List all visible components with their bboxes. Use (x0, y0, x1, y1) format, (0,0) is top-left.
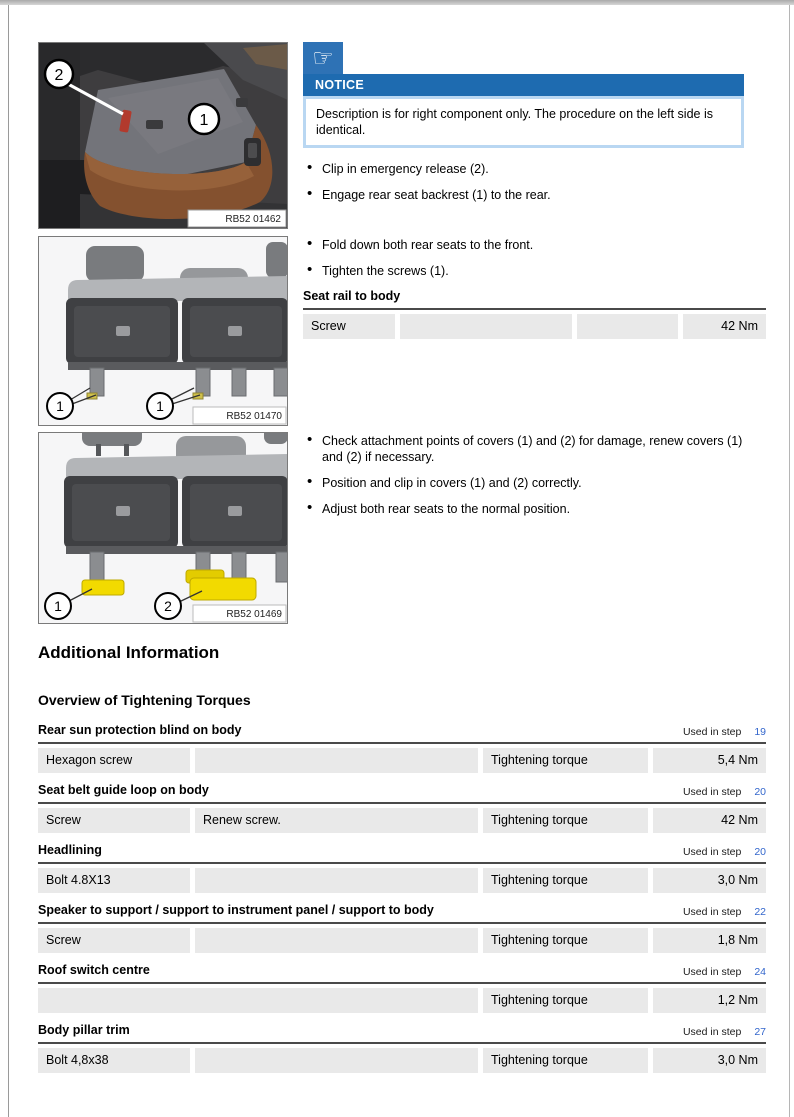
callout-1 (45, 593, 71, 619)
figure-label-text: RB52 01470 (226, 411, 282, 422)
callout-1-number: 1 (199, 112, 209, 129)
figure-seat-screws (38, 236, 288, 426)
table-title: Roof switch centre (38, 963, 150, 977)
used-in-step (683, 1026, 766, 1038)
table-row (38, 868, 766, 893)
torque-value-cell: 42 Nm (683, 314, 766, 339)
part-cell: Bolt 4,8x38 (38, 1048, 190, 1073)
torque-table-rear-sun-blind (38, 723, 766, 773)
emergency-release-text-column (303, 42, 766, 229)
step-link[interactable]: 24 (754, 966, 766, 978)
table-header (38, 1023, 766, 1044)
torque-table-speaker-support (38, 903, 766, 953)
note-cell (195, 928, 478, 953)
table-row (38, 808, 766, 833)
used-in-step (683, 726, 766, 738)
table-title: Speaker to support / support to instrument panel / support to body (38, 903, 434, 917)
additional-information-heading: Additional Information (38, 643, 220, 662)
seat-covers-illustration (38, 432, 288, 624)
section-emergency-release (38, 42, 766, 229)
note-cell (195, 748, 478, 773)
table-header (38, 723, 766, 744)
used-in-step (683, 966, 766, 978)
notice-header (303, 74, 744, 96)
part-cell: Screw (38, 928, 190, 953)
table-title: Headlining (38, 843, 102, 857)
table-row (303, 314, 766, 339)
figure-label (193, 605, 286, 622)
table-row (38, 748, 766, 773)
note-cell (195, 868, 478, 893)
figure-seat-photo (38, 42, 288, 229)
tightening-torques-heading: Overview of Tightening Torques (38, 692, 251, 708)
figure-label (193, 407, 286, 424)
callout-2 (155, 593, 181, 619)
part-cell: Bolt 4.8X13 (38, 868, 190, 893)
callout-1-number: 1 (56, 398, 64, 414)
figure-label-text: RB52 01462 (225, 214, 281, 225)
part-cell: Hexagon screw (38, 748, 190, 773)
section-covers (38, 432, 766, 624)
used-in-step-label: Used in step (682, 1026, 742, 1038)
torque-value-cell: 5,4 Nm (653, 748, 766, 773)
table-header (38, 963, 766, 984)
callout-1-right (147, 393, 173, 419)
table-header (38, 903, 766, 924)
cover-2 (190, 578, 256, 600)
cover-1 (82, 580, 124, 595)
torque-label-cell: Tightening torque (483, 868, 648, 893)
step-item: • Clip in emergency release (2). (303, 161, 766, 177)
torque-value-cell: 3,0 Nm (653, 868, 766, 893)
page-top-edge (0, 0, 794, 5)
notice-text: Description is for right component only. The procedure on the left side is identical. (316, 107, 713, 137)
callout-2 (45, 60, 73, 88)
callout-1-number: 1 (54, 598, 62, 614)
callout-1 (189, 104, 219, 134)
page-left-edge (8, 5, 9, 1117)
figure-label (188, 210, 286, 227)
callout-2-number: 2 (54, 67, 64, 84)
empty-cell (577, 314, 678, 339)
step-item: • Check attachment points of covers (1) and (2) for damage, renew covers (1) and (2) if necessary. (303, 433, 766, 465)
torque-table-body-pillar-trim (38, 1023, 766, 1073)
table-title: Seat belt guide loop on body (38, 783, 209, 797)
figure-label-text: RB52 01469 (226, 609, 282, 620)
seat-rail-text-column (303, 236, 766, 426)
step-list-1 (303, 161, 766, 203)
torque-label-cell: Tightening torque (483, 988, 648, 1013)
torque-label-cell: Tightening torque (483, 808, 648, 833)
table-header (38, 783, 766, 804)
part-cell (38, 988, 478, 1013)
table-header (38, 843, 766, 864)
callout-2-number: 2 (164, 598, 172, 614)
used-in-step (683, 906, 766, 918)
step-link[interactable]: 27 (754, 1026, 766, 1038)
callout-1-number: 1 (156, 398, 164, 414)
notice-title: NOTICE (315, 78, 365, 92)
part-cell: Screw (303, 314, 395, 339)
part-cell: Screw (38, 808, 190, 833)
table-row (38, 1048, 766, 1073)
used-in-step-label: Used in step (682, 906, 742, 918)
table-row (38, 988, 766, 1013)
torque-value-cell: 42 Nm (653, 808, 766, 833)
figure-seat-covers (38, 432, 288, 624)
pointing-hand-glyph: ☞ (312, 44, 334, 72)
step-item: • Adjust both rear seats to the normal position. (303, 501, 766, 517)
covers-text-column (303, 432, 766, 624)
seat-rail-table (303, 289, 766, 339)
callout-1-left (47, 393, 73, 419)
used-in-step (683, 786, 766, 798)
table-row (38, 928, 766, 953)
torque-table-seat-belt-loop (38, 783, 766, 833)
section-seat-rail (38, 236, 766, 426)
step-link[interactable]: 20 (754, 846, 766, 858)
step-item: • Engage rear seat backrest (1) to the rear. (303, 187, 766, 203)
notice-box (303, 42, 744, 148)
torque-value-cell: 1,8 Nm (653, 928, 766, 953)
used-in-step-label: Used in step (682, 966, 742, 978)
step-item: • Fold down both rear seats to the front. (303, 237, 766, 253)
torque-value-cell: 1,2 Nm (653, 988, 766, 1013)
seat-photo-illustration (38, 42, 288, 229)
step-link[interactable]: 22 (754, 906, 766, 918)
step-item: • Tighten the screws (1). (303, 263, 766, 279)
note-cell: Renew screw. (195, 808, 478, 833)
torque-table-headlining (38, 843, 766, 893)
table-title: Rear sun protection blind on body (38, 723, 242, 737)
table-title: Seat rail to body (303, 289, 401, 303)
torque-label-cell: Tightening torque (483, 748, 648, 773)
notice-body (303, 96, 744, 148)
torque-table-roof-switch-centre (38, 963, 766, 1013)
used-in-step-label: Used in step (682, 846, 742, 858)
note-cell (195, 1048, 478, 1073)
used-in-step-label: Used in step (682, 786, 742, 798)
step-item: • Position and clip in covers (1) and (2) correctly. (303, 475, 766, 491)
torque-label-cell: Tightening torque (483, 928, 648, 953)
torque-label-cell: Tightening torque (483, 1048, 648, 1073)
page-right-edge (789, 5, 790, 1117)
used-in-step-label: Used in step (682, 726, 742, 738)
step-link[interactable]: 19 (754, 726, 766, 738)
step-link[interactable]: 20 (754, 786, 766, 798)
table-title: Body pillar trim (38, 1023, 130, 1037)
step-list-3 (303, 433, 766, 517)
table-header (303, 289, 766, 310)
step-list-2 (303, 237, 766, 279)
seat-screws-illustration (38, 236, 288, 426)
empty-cell (400, 314, 572, 339)
page-content (38, 42, 766, 1083)
pointing-hand-icon (303, 42, 343, 74)
torque-value-cell: 3,0 Nm (653, 1048, 766, 1073)
used-in-step (683, 846, 766, 858)
